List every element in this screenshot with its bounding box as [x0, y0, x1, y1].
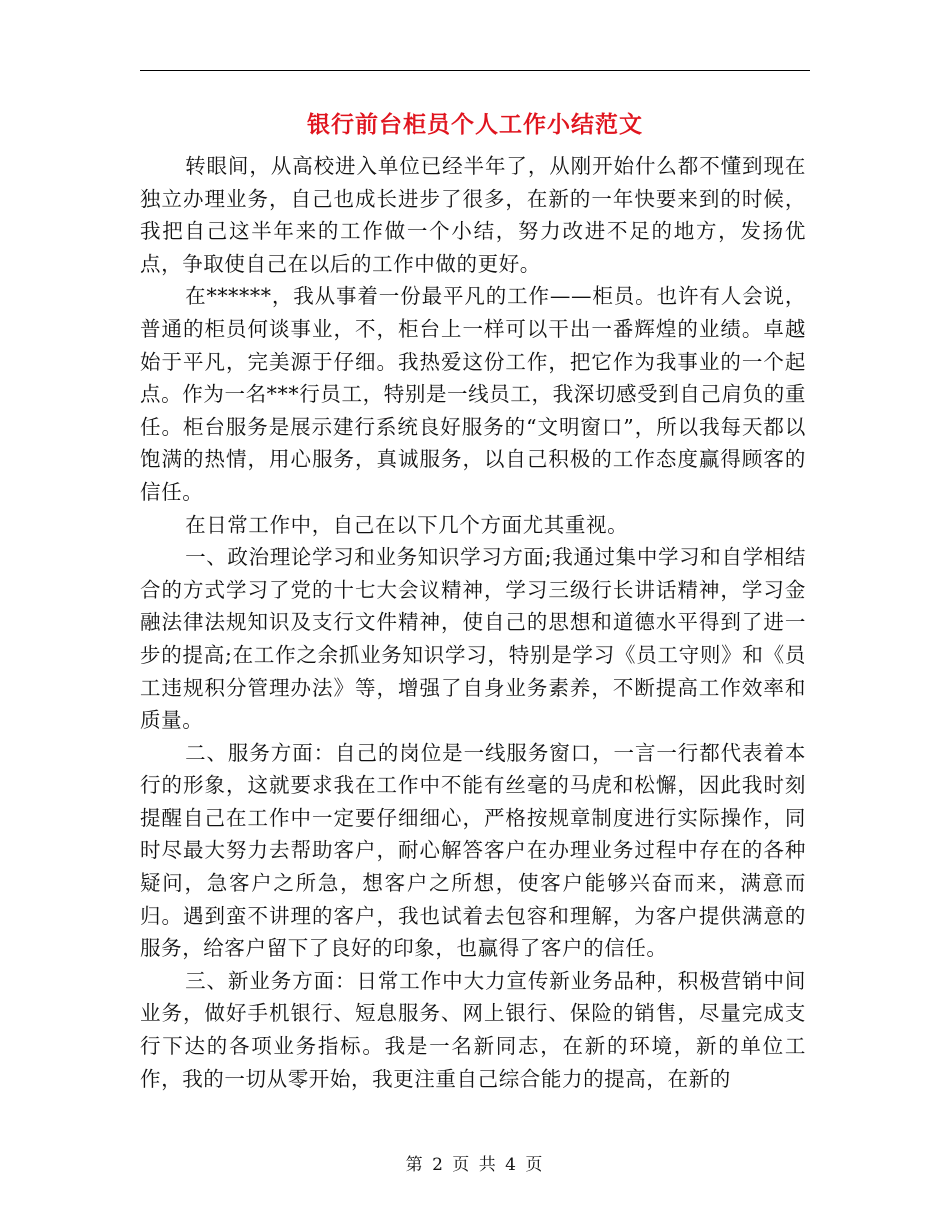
body-paragraph: 转眼间，从高校进入单位已经半年了，从刚开始什么都不懂到现在独立办理业务，自己也成长进步了很多，在新的一年快要来到的时候，我把自己这半年来的工作做一个小结，努力改进不足的地方，发扬优点，争取使自己在以后的工作中做的更好。 [140, 154, 806, 276]
page-number: 第 2 页 共 4 页 [405, 1155, 545, 1175]
header-rule [140, 70, 810, 71]
body-paragraph: 在日常工作中，自己在以下几个方面尤其重视。 [185, 512, 629, 537]
body-paragraph: 二、服务方面：自己的岗位是一线服务窗口，一言一行都代表着本行的形象，这就要求我在工作中不能有丝毫的马虎和松懈，因此我时刻提醒自己在工作中一定要仔细细心，严格按规章制度进行实际操作，同时尽最大努力去帮助客户，耐心解答客户在办理业务过程中存在的各种疑问，急客户之所急，想客户之所想，使客户能够兴奋而来，满意而归。遇到蛮不讲理的客户，我也试着去包容和理解，为客户提供满意的服务，给客户留下了良好的印象，也赢得了客户的信任。 [140, 740, 806, 961]
body-paragraph: 三、新业务方面：日常工作中大力宣传新业务品种，积极营销中间业务，做好手机银行、短息服务、网上银行、保险的销售，尽量完成支行下达的各项业务指标。我是一名新同志，在新的环境，新的单位工作，我的一切从零开始，我更注重自己综合能力的提高，在新的 [140, 968, 806, 1091]
document-title: 银行前台柜员个人工作小结范文 [307, 111, 643, 138]
body-paragraph: 在******，我从事着一份最平凡的工作——柜员。也许有人会说，普通的柜员何谈事业，不，柜台上一样可以干出一番辉煌的业绩。卓越始于平凡，完美源于仔细。我热爱这份工作，把它作为我事业的一个起点。作为一名***行员工，特别是一线员工，我深切感受到自己肩负的重任。柜台服务是展示建行系统良好服务的“文明窗口”，所以我每天都以饱满的热情，用心服务，真诚服务，以自己积极的工作态度赢得顾客的信任。 [140, 284, 806, 504]
body-paragraph: 一、政治理论学习和业务知识学习方面;我通过集中学习和自学相结合的方式学习了党的十七大会议精神，学习三级行长讲话精神，学习金融法律法规知识及支行文件精神，使自己的思想和道德水平得到了进一步的提高;在工作之余抓业务知识学习，特别是学习《员工守则》和《员工违规积分管理办法》等，增强了自身业务素养，不断提高工作效率和质量。 [140, 545, 806, 733]
document-body [140, 150, 806, 1095]
